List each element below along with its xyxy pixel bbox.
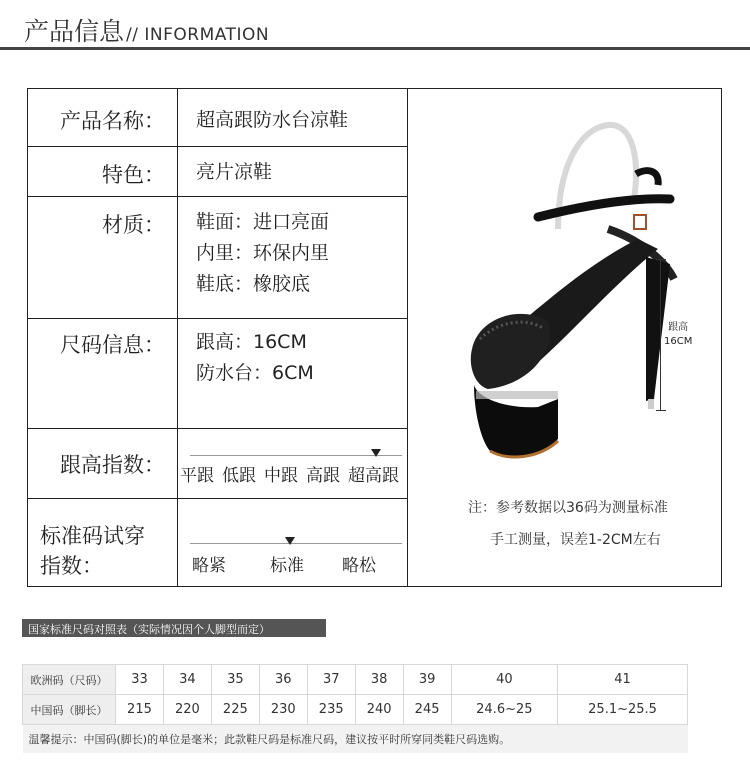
- spec-value: 跟高：16CM 防水台：6CM: [196, 331, 314, 384]
- table-cell: 36: [259, 665, 307, 695]
- spec-label: 标准码试穿 指数：: [28, 499, 178, 586]
- table-cell: 230: [259, 695, 307, 725]
- spec-label: 产品名称：: [28, 89, 178, 146]
- table-cell: 39: [403, 665, 451, 695]
- spec-row-fit-index: [28, 499, 408, 586]
- header-title-en: // INFORMATION: [126, 25, 270, 45]
- table-cell: 24.6~25: [451, 695, 558, 725]
- row-header: 中国码（脚长）: [23, 695, 116, 725]
- table-cell: 41: [558, 665, 688, 695]
- table-cell: 215: [116, 695, 164, 725]
- spec-row-size: [28, 319, 408, 429]
- size-chart-table: [22, 664, 688, 753]
- heel-scale-label: 高跟: [306, 466, 340, 486]
- table-cell: 35: [211, 665, 259, 695]
- header-title-cn: 产品信息: [24, 17, 125, 46]
- product-spec-table: [27, 88, 722, 587]
- size-chart-title-bar: [22, 619, 326, 637]
- spec-value: 超高跟防水台凉鞋: [196, 109, 349, 131]
- heel-scale-label: 中跟: [264, 466, 298, 486]
- table-cell: 34: [163, 665, 211, 695]
- spec-fields: [28, 89, 408, 586]
- size-tip: 温馨提示：中国码(脚长)的单位是毫米；此款鞋尺码是标准尺码，建议按平时所穿同类鞋尺码选购。: [23, 725, 688, 753]
- row-header: 欧洲码（尺码）: [23, 665, 116, 695]
- table-cell: 235: [307, 695, 355, 725]
- heel-index-marker-icon: [371, 449, 381, 457]
- spec-row-name: [28, 89, 408, 147]
- heel-height-label: 跟高 16CM: [664, 322, 693, 347]
- heel-scale-label: 平跟: [180, 466, 214, 486]
- fit-scale-label: 略松: [342, 556, 376, 576]
- heel-scale-label: 超高跟: [348, 466, 399, 486]
- spec-label: 尺码信息：: [28, 319, 178, 428]
- spec-row-heel-index: [28, 429, 408, 499]
- table-cell: 225: [211, 695, 259, 725]
- size-chart-title: 国家标准尺码对照表（实际情况因个人脚型而定）: [28, 623, 270, 636]
- heel-scale-label: 低跟: [222, 466, 256, 486]
- spec-row-material: [28, 197, 408, 319]
- table-cell: 38: [355, 665, 403, 695]
- fit-index-line: [190, 543, 402, 544]
- header-divider: [0, 47, 750, 50]
- fit-index-marker-icon: [285, 537, 295, 545]
- spec-value: 鞋面：进口亮面 内里：环保内里 鞋底：橡胶底: [196, 211, 330, 295]
- spec-label: 特色：: [28, 147, 178, 196]
- spec-value: 亮片凉鞋: [196, 161, 273, 183]
- table-row: [23, 695, 688, 725]
- spec-row-feature: [28, 147, 408, 197]
- size-tip-row: [23, 725, 688, 753]
- table-cell: 220: [163, 695, 211, 725]
- sandal-product-image: [408, 89, 721, 489]
- table-cell: 245: [403, 695, 451, 725]
- table-cell: 37: [307, 665, 355, 695]
- product-image-panel: [408, 89, 721, 586]
- heel-index-meter: [178, 429, 408, 498]
- fit-scale-label: 略紧: [192, 556, 226, 576]
- table-cell: 33: [116, 665, 164, 695]
- spec-label: 跟高指数：: [28, 429, 178, 498]
- table-cell: 240: [355, 695, 403, 725]
- fit-scale-label: 标准: [270, 556, 304, 576]
- table-cell: 40: [451, 665, 558, 695]
- table-cell: 25.1~25.5: [558, 695, 688, 725]
- measurement-note: 注：参考数据以36码为测量标准: [468, 500, 668, 516]
- measurement-note-2: 手工测量，误差1-2CM左右: [490, 532, 661, 548]
- fit-index-meter: [178, 499, 408, 586]
- spec-label: 材质：: [28, 197, 178, 318]
- table-row: [23, 665, 688, 695]
